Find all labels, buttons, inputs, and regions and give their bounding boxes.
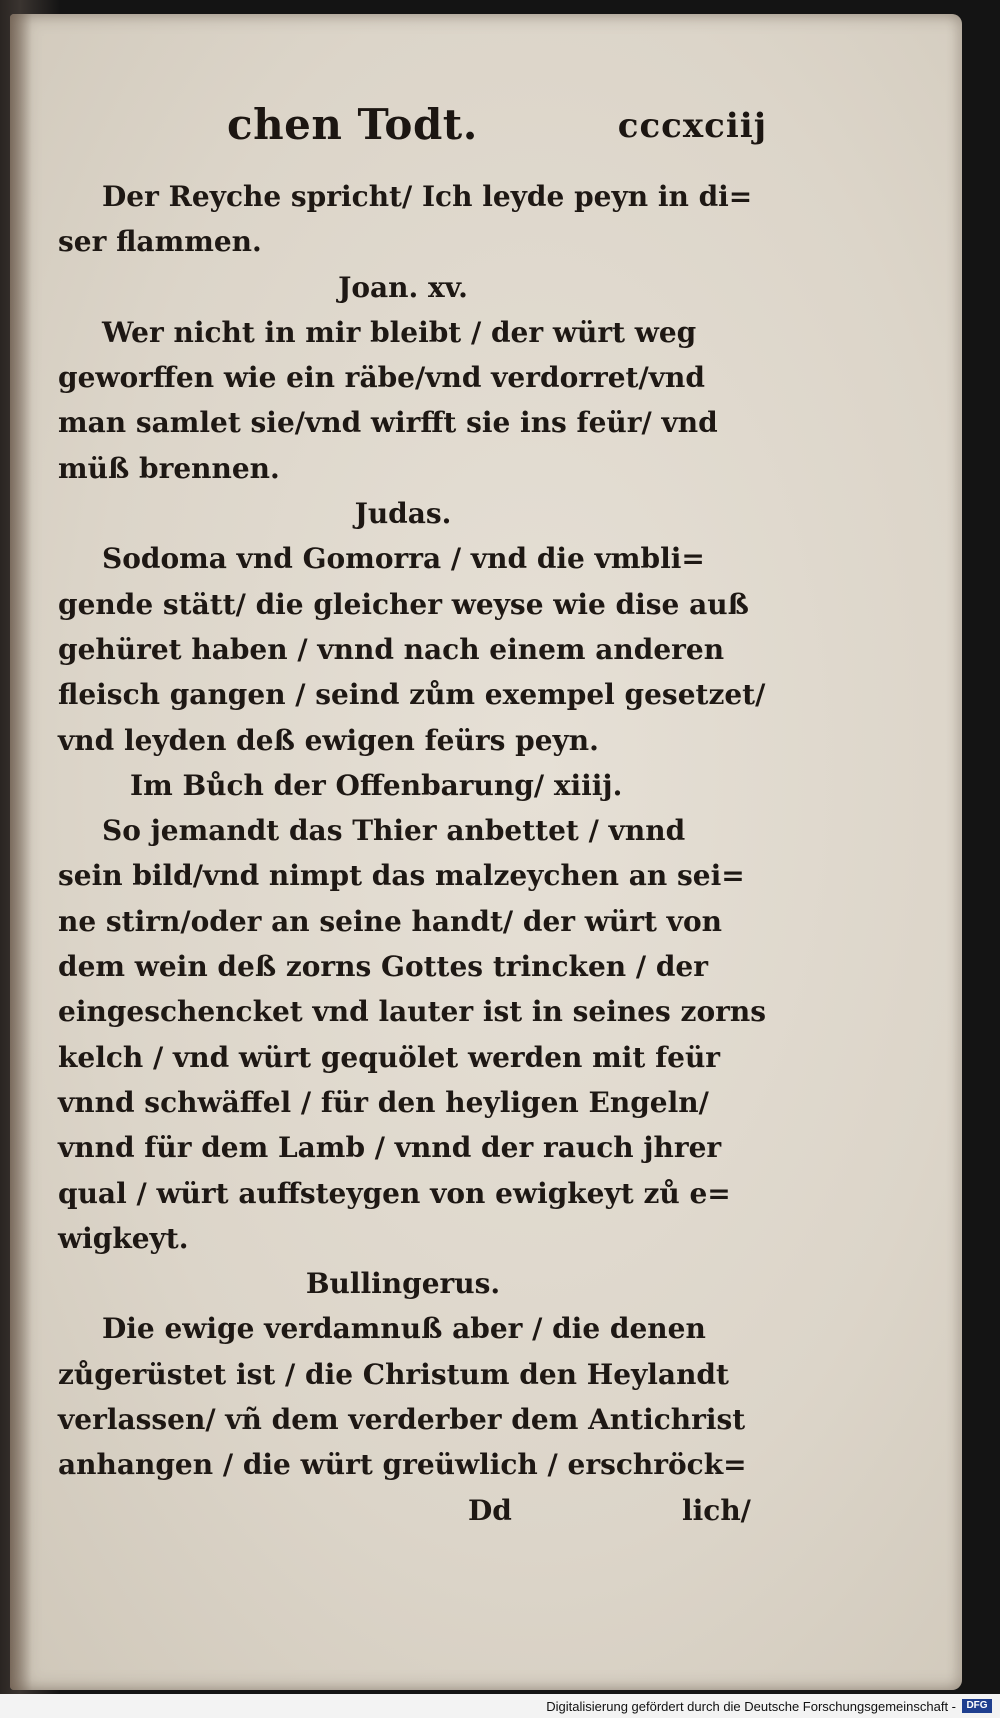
dfg-logo: DFG [962, 1699, 992, 1713]
text-line: fleisch gangen / seind zům exempel gesetzet/ [58, 678, 766, 712]
section-heading: Bullingerus. [305, 1267, 501, 1301]
text-line: kelch / vnd würt gequölet werden mit feür [58, 1040, 721, 1074]
text-line: müß brennen. [58, 451, 280, 485]
text-lines [58, 174, 766, 1488]
catchword-row [58, 1488, 751, 1533]
text-line: sein bild/vnd nimpt das malzeychen an sei= [58, 859, 745, 893]
signature-mark: Dd [468, 1493, 512, 1527]
text-line: dem wein deß zorns Gottes trincken / der [58, 950, 708, 984]
text-line: wigkeyt. [58, 1221, 189, 1255]
text-line: gende stätt/ die gleicher weyse wie dise auß [58, 587, 749, 621]
text-line: vnd leyden deß ewigen feürs peyn. [58, 723, 599, 757]
text-line: verlassen/ vñ dem verderber dem Antichrist [58, 1403, 746, 1437]
text-line: man samlet sie/vnd wirfft sie ins feür/ vnd [58, 406, 718, 440]
digitization-credit: Digitalisierung gefördert durch die Deutsche Forschungsgemeinschaft - [546, 1699, 956, 1714]
section-heading: Im Bůch der Offenbarung/ xiiij. [130, 768, 623, 802]
text-line: gehüret haben / vnnd nach einem anderen [58, 632, 725, 666]
section-heading: Judas. [354, 497, 452, 531]
text-line: zůgerüstet ist / die Christum den Heylandt [58, 1357, 729, 1391]
body-text [58, 174, 766, 1533]
page-header [227, 100, 767, 160]
text-line: vnnd für dem Lamb / vnnd der rauch jhrer [58, 1131, 722, 1165]
text-line: eingeschencket vnd lauter ist in seines zorns [58, 995, 766, 1029]
text-line: Wer nicht in mir bleibt / der würt weg [102, 315, 697, 349]
text-line: Der Reyche spricht/ Ich leyde peyn in di= [102, 180, 753, 213]
book-page [10, 14, 962, 1690]
text-line: So jemandt das Thier anbettet / vnnd [102, 814, 686, 848]
page-gutter-shadow [10, 14, 32, 1690]
catchword: lich/ [682, 1493, 751, 1527]
text-line: geworffen wie ein räbe/vnd verdorret/vnd [58, 361, 705, 395]
running-head: chen Todt. [227, 100, 478, 149]
text-line: vnnd schwäffel / für den heyligen Engeln/ [58, 1085, 709, 1119]
section-heading: Joan. xv. [338, 270, 468, 304]
digitization-footer [0, 1694, 1000, 1718]
text-line: ser flammen. [58, 225, 262, 259]
text-line: anhangen / die würt greüwlich / erschröck= [58, 1448, 747, 1482]
text-line: ne stirn/oder an seine handt/ der würt von [58, 904, 722, 938]
text-line: Die ewige verdamnuß aber / die denen [102, 1312, 706, 1346]
text-line: qual / würt auffsteygen von ewigkeyt zů e= [58, 1176, 731, 1210]
folio-number: cccxciij [617, 106, 767, 146]
text-line: Sodoma vnd Gomorra / vnd die vmbli= [102, 542, 705, 576]
